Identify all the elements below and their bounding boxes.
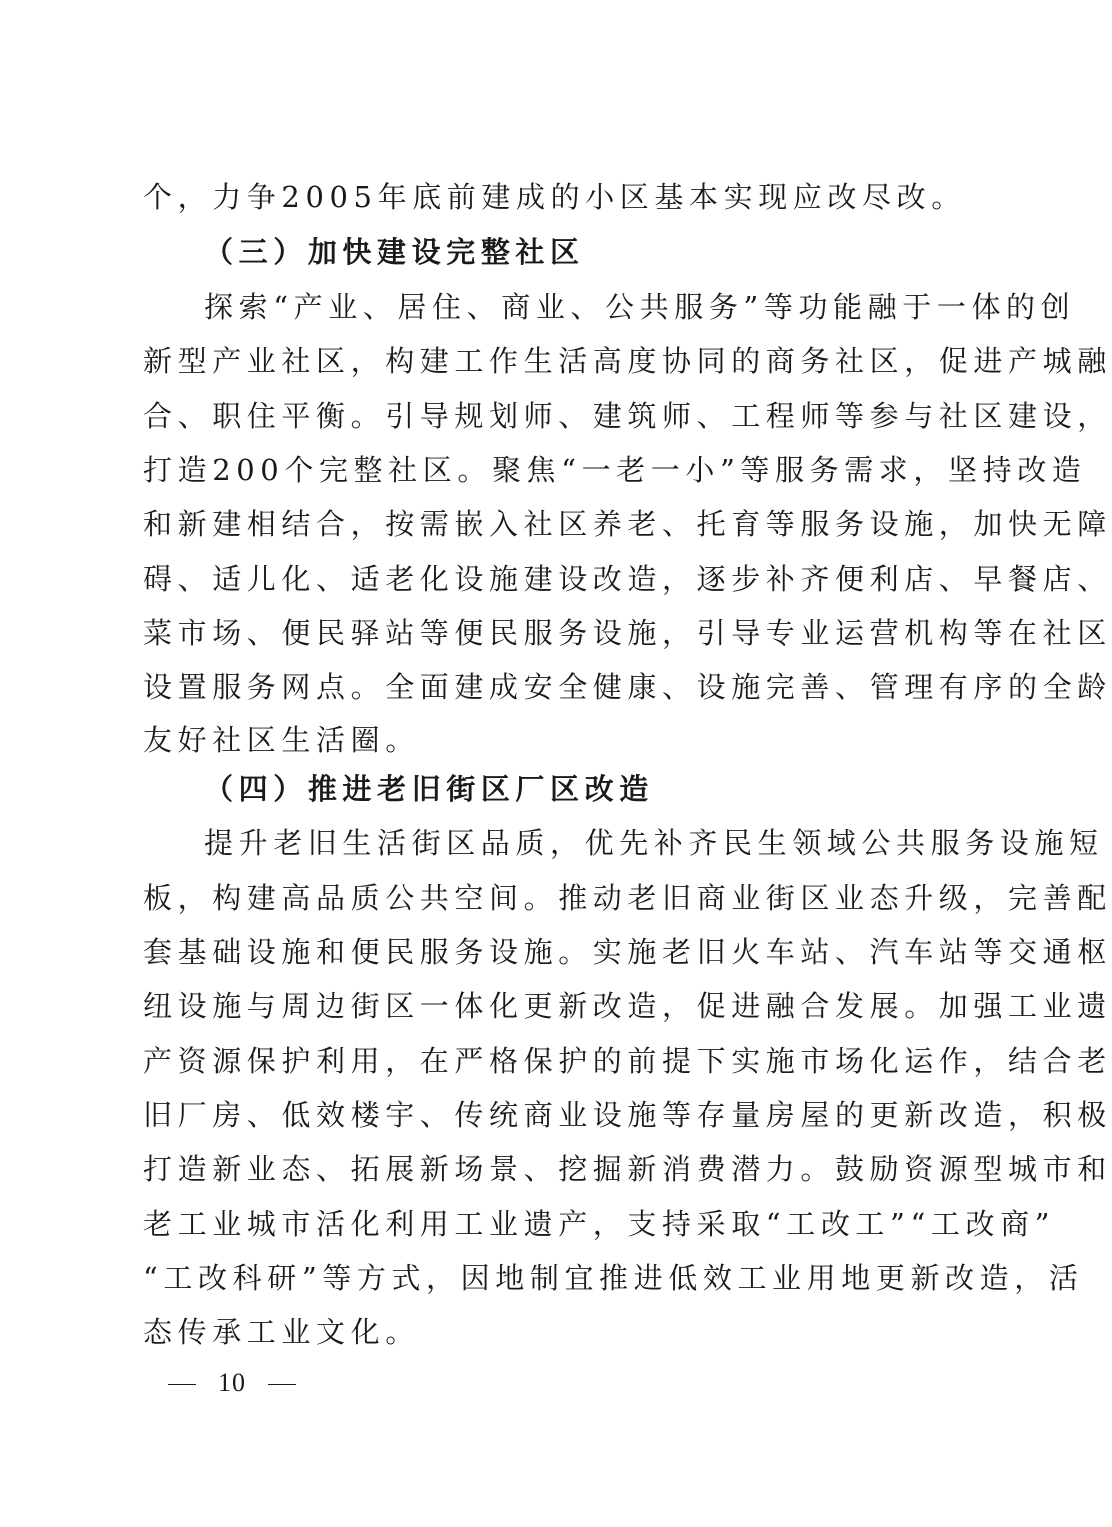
section-heading [204,232,944,272]
paragraph-line: 新型产业社区，构建工作生活高度协同的商务社区，促进产城融 [143,344,1112,378]
paragraph-line: 产资源保护利用，在严格保护的前提下实施市场化运作，结合老 [143,1044,1112,1078]
paragraph-line: “工改科研”等方式，因地制宜推进低效工业用地更新改造，活 [143,1261,1084,1295]
paragraph-line: 探索“产业、居住、商业、公共服务”等功能融于一体的创 [204,290,1076,324]
paragraph-line: 态传承工业文化。 [143,1315,420,1349]
paragraph-line: 提升老旧生活街区品质，优先补齐民生领域公共服务设施短 [204,826,1104,860]
paragraph-line: 打造200个完整社区。聚焦“一老一小”等服务需求，坚持改造 [143,453,1087,487]
footer-dash-left [168,1384,196,1385]
section-heading-title: 推进老旧街区厂区改造 [307,772,654,806]
paragraph-line: 设置服务网点。全面建成安全健康、设施完善、管理有序的全龄 [143,670,1112,704]
paragraph-line: 老工业城市活化利用工业遗产，支持采取“工改工”“工改商” [143,1207,1056,1241]
section-heading-title: 加快建设完整社区 [307,235,585,269]
section-heading-number: （三） [204,235,308,269]
paragraph-line: 碍、适儿化、适老化设施建设改造，逐步补齐便利店、早餐店、 [143,562,1112,596]
paragraph-line: 菜市场、便民驿站等便民服务设施，引导专业运营机构等在社区 [143,616,1112,650]
page-number: 10 [218,1368,246,1397]
page-footer [168,1363,296,1403]
section-heading-number: （四） [204,772,308,806]
paragraph-line: 和新建相结合，按需嵌入社区养老、托育等服务设施，加快无障 [143,507,1112,541]
paragraph-line: 合、职住平衡。引导规划师、建筑师、工程师等参与社区建设， [143,399,1112,433]
paragraph-line: 友好社区生活圈。 [143,723,420,757]
paragraph-line: 板，构建高品质公共空间。推动老旧商业街区业态升级，完善配 [143,881,1112,915]
paragraph-line: 个，力争2005年底前建成的小区基本实现应改尽改。 [143,180,966,214]
paragraph-line: 套基础设施和便民服务设施。实施老旧火车站、汽车站等交通枢 [143,935,1112,969]
paragraph-line: 纽设施与周边街区一体化更新改造，促进融合发展。加强工业遗 [143,989,1112,1023]
paragraph-line: 打造新业态、拓展新场景、挖掘新消费潜力。鼓励资源型城市和 [143,1152,1112,1186]
footer-dash-right [268,1384,296,1385]
paragraph-line: 旧厂房、低效楼宇、传统商业设施等存量房屋的更新改造，积极 [143,1098,1112,1132]
section-heading [204,769,944,809]
